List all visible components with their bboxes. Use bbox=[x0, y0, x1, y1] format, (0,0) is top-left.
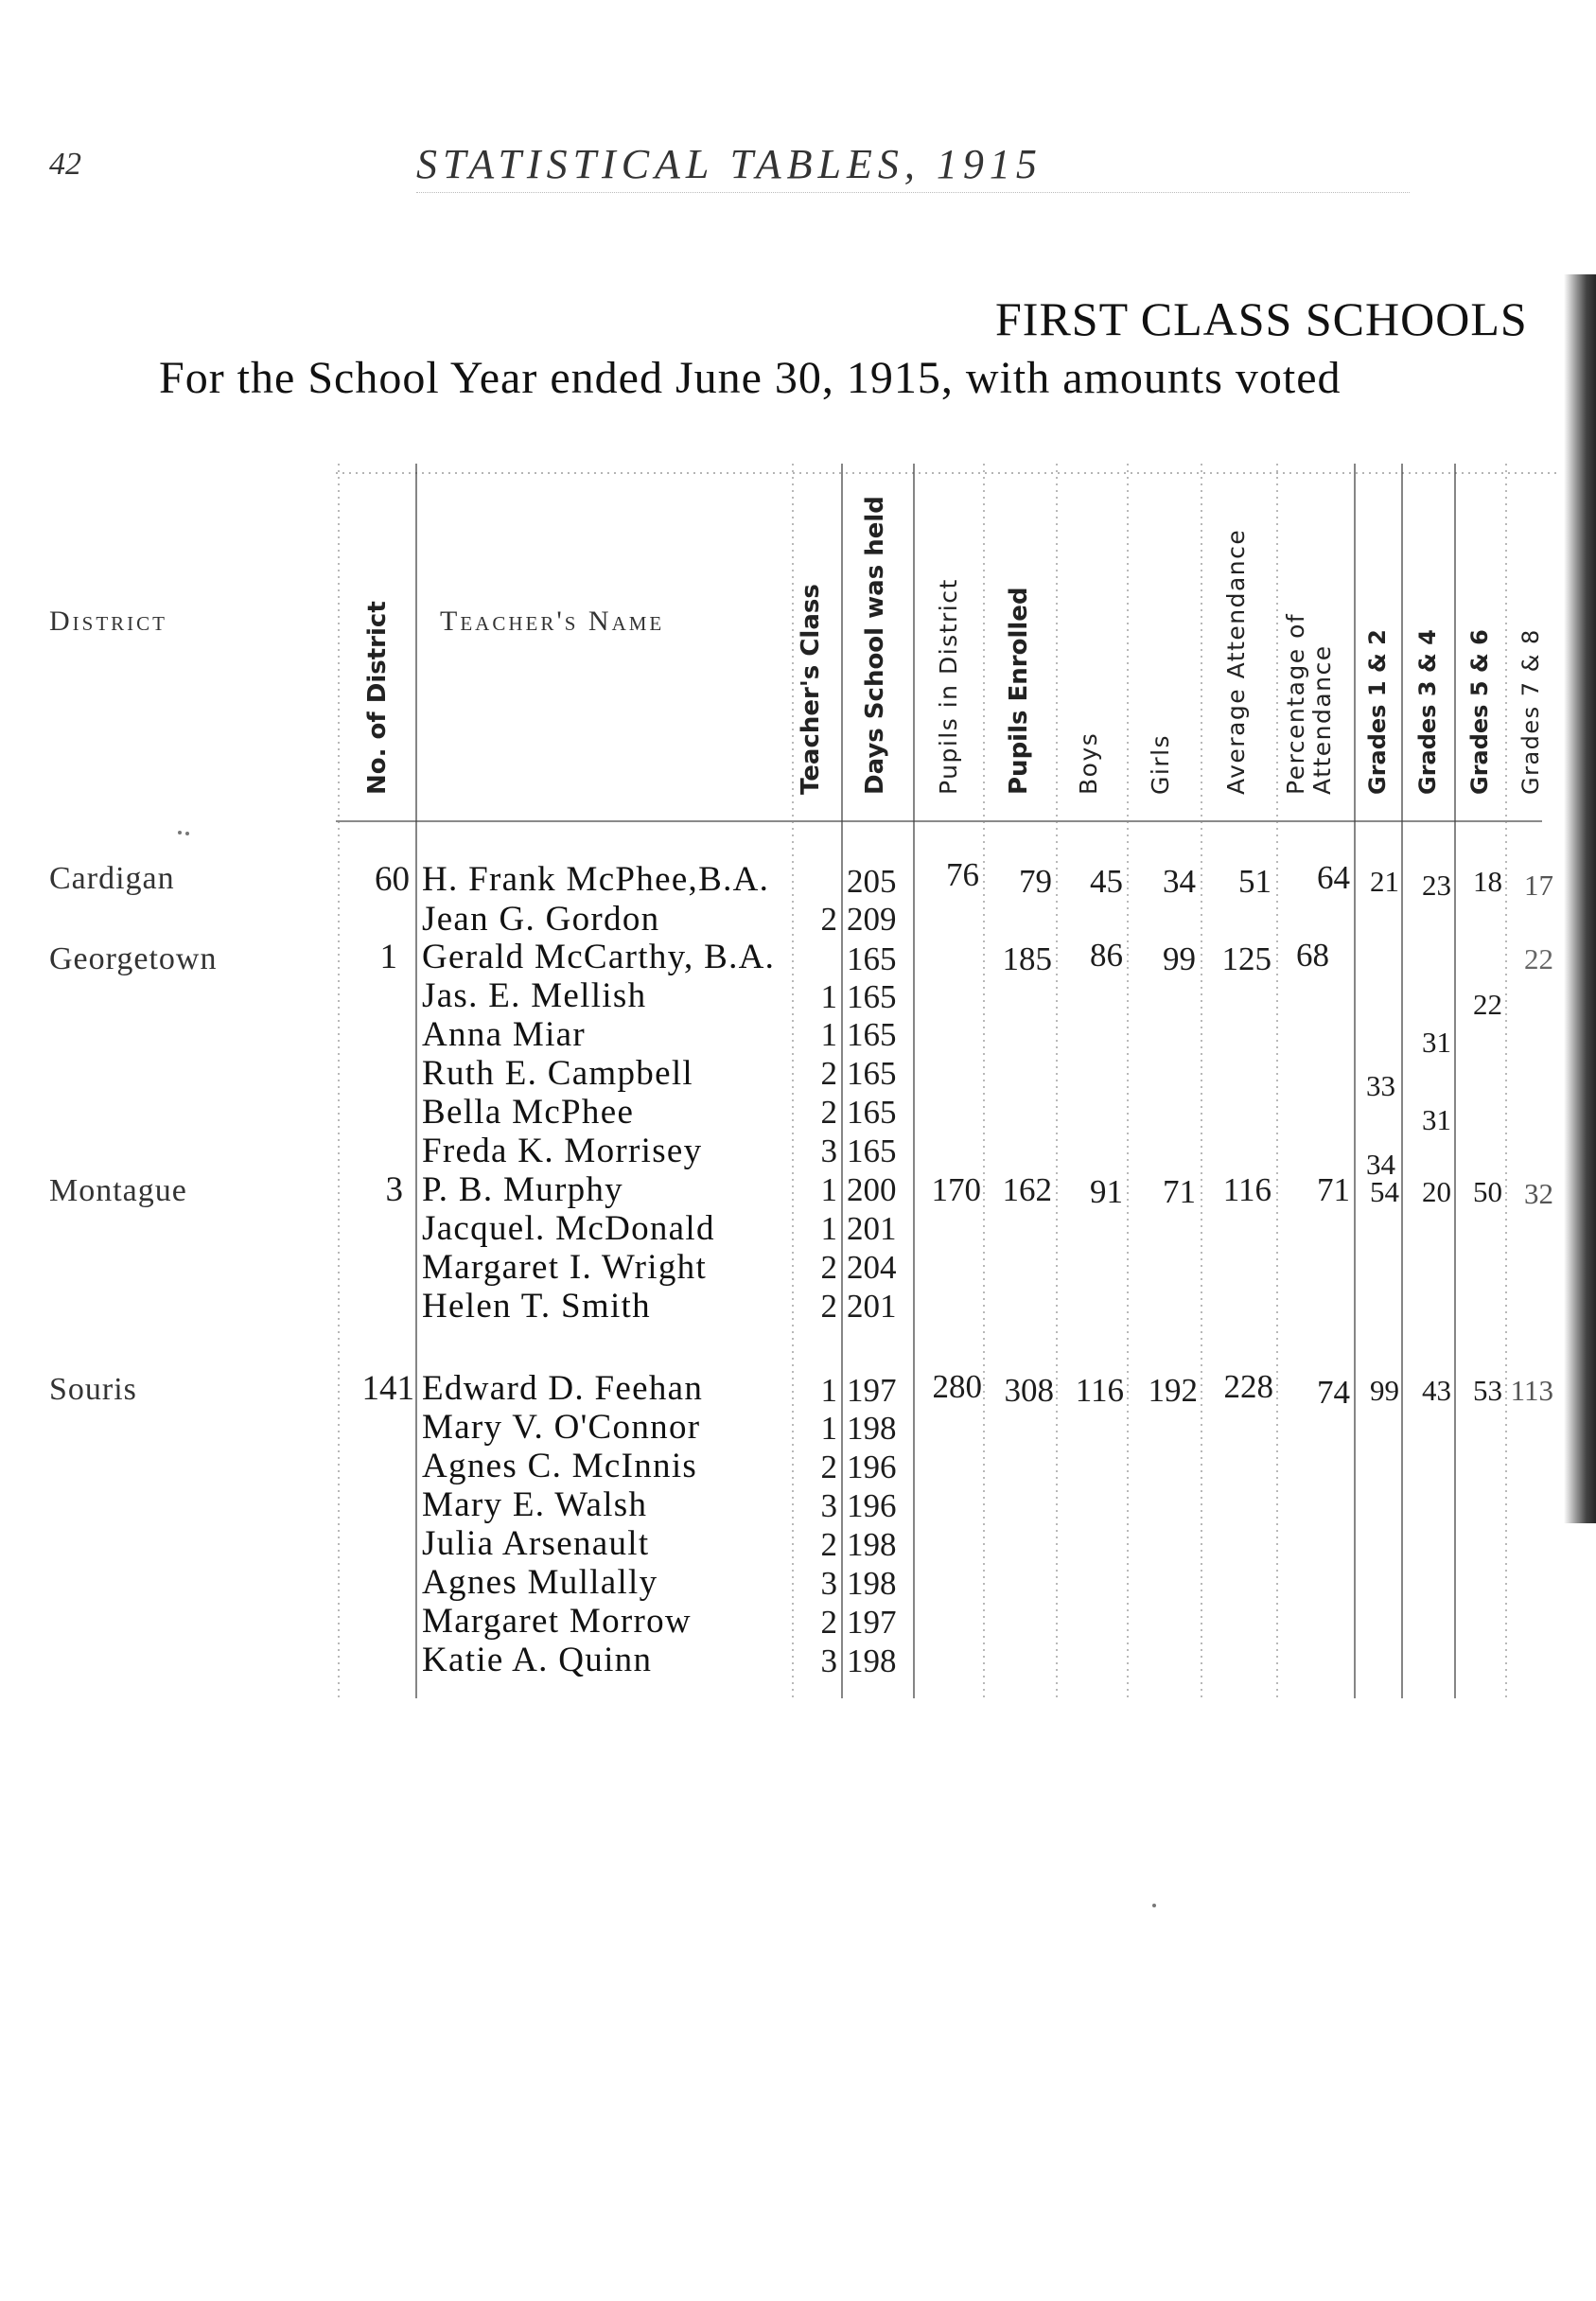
days-held: 197 bbox=[847, 1372, 897, 1409]
teacher-name: Julia Arsenault bbox=[422, 1524, 650, 1563]
teacher-name: Edward D. Feehan bbox=[422, 1369, 704, 1408]
teacher-class: 2 bbox=[820, 1094, 837, 1131]
average-attendance: 116 bbox=[1222, 1171, 1272, 1208]
teacher-class: 3 bbox=[820, 1487, 837, 1524]
girls: 192 bbox=[1148, 1372, 1198, 1409]
col-head-grades-7-8: Grades 7 & 8 bbox=[1517, 628, 1544, 795]
boys: 86 bbox=[1090, 937, 1123, 974]
days-held: 165 bbox=[847, 1016, 897, 1053]
col-head-pct-attendance bbox=[1283, 613, 1336, 795]
days-held: 198 bbox=[847, 1565, 897, 1602]
pct-attendance: 71 bbox=[1317, 1171, 1350, 1208]
grades-5-6: 53 bbox=[1473, 1374, 1502, 1407]
teacher-name: Agnes Mullally bbox=[422, 1563, 658, 1602]
col-head-teacher-name: Teacher's Name bbox=[440, 606, 665, 637]
page-edge-damage bbox=[1564, 274, 1596, 1523]
district-number: 1 bbox=[379, 938, 397, 976]
teacher-class: 1 bbox=[820, 1016, 837, 1053]
running-title: STATISTICAL TABLES, 1915 bbox=[416, 141, 1043, 187]
teacher-name: P. B. Murphy bbox=[422, 1170, 623, 1209]
grades-1-2: 21 bbox=[1370, 865, 1399, 898]
teacher-class: 1 bbox=[820, 978, 837, 1015]
col-head-district: District bbox=[49, 606, 167, 637]
teacher-class: 2 bbox=[820, 1249, 837, 1286]
grades-7-8: 113 bbox=[1510, 1374, 1553, 1407]
col-head-teacher-class: Teacher's Class bbox=[797, 584, 825, 795]
district-name: Cardigan bbox=[49, 861, 175, 896]
teacher-name: Bella McPhee bbox=[422, 1093, 635, 1132]
col-head-pupils-in-district: Pupils in District bbox=[935, 578, 962, 795]
teacher-name: Anna Miar bbox=[422, 1015, 587, 1054]
district-number: 141 bbox=[361, 1369, 414, 1408]
page-number: 42 bbox=[49, 147, 81, 182]
days-held: 201 bbox=[847, 1288, 897, 1325]
scan-speck bbox=[185, 832, 189, 835]
teacher-name: Mary V. O'Connor bbox=[422, 1408, 701, 1447]
teacher-name: Jas. E. Mellish bbox=[422, 976, 647, 1015]
teacher-class: 2 bbox=[820, 1604, 837, 1641]
boys: 91 bbox=[1090, 1173, 1123, 1210]
teacher-class: 3 bbox=[820, 1642, 837, 1679]
district-name: Georgetown bbox=[49, 941, 218, 976]
scan-speck bbox=[1152, 1904, 1156, 1907]
teacher-name: Jean G. Gordon bbox=[422, 900, 660, 939]
days-held: 165 bbox=[847, 1133, 897, 1169]
district-name: Souris bbox=[49, 1372, 137, 1407]
days-held: 165 bbox=[847, 1055, 897, 1092]
teacher-class: 3 bbox=[820, 1133, 837, 1169]
grades-1-2: 34 bbox=[1366, 1148, 1395, 1181]
teacher-name: Katie A. Quinn bbox=[422, 1641, 653, 1679]
teacher-class: 2 bbox=[820, 1526, 837, 1563]
col-head-grades-3-4: Grades 3 & 4 bbox=[1414, 629, 1441, 795]
average-attendance: 51 bbox=[1238, 863, 1272, 900]
grades-3-4: 31 bbox=[1422, 1103, 1451, 1136]
scan-speck bbox=[178, 831, 182, 834]
days-held: 205 bbox=[847, 863, 897, 900]
teacher-class: 1 bbox=[820, 1410, 837, 1447]
teacher-name: Margaret Morrow bbox=[422, 1602, 692, 1641]
grades-5-6: 50 bbox=[1473, 1175, 1502, 1208]
teacher-class: 1 bbox=[820, 1210, 837, 1247]
col-head-pupils-enrolled: Pupils Enrolled bbox=[1005, 587, 1033, 795]
boys: 116 bbox=[1075, 1372, 1124, 1409]
teacher-class: 3 bbox=[820, 1565, 837, 1602]
days-held: 196 bbox=[847, 1487, 897, 1524]
teacher-class: 1 bbox=[820, 1372, 837, 1409]
teacher-name: Jacquel. McDonald bbox=[422, 1209, 715, 1248]
grades-3-4: 43 bbox=[1422, 1374, 1451, 1407]
col-head-boys: Boys bbox=[1075, 731, 1102, 795]
days-held: 198 bbox=[847, 1642, 897, 1679]
days-held: 165 bbox=[847, 1094, 897, 1131]
col-head-days-held: Days School was held bbox=[861, 496, 889, 795]
days-held: 201 bbox=[847, 1210, 897, 1247]
girls: 99 bbox=[1163, 940, 1196, 977]
grades-1-2: 99 bbox=[1370, 1374, 1399, 1407]
pupils-enrolled: 79 bbox=[1019, 863, 1052, 900]
pupils-in-district: 76 bbox=[946, 856, 979, 893]
grades-5-6: 22 bbox=[1473, 988, 1502, 1021]
days-held: 198 bbox=[847, 1526, 897, 1563]
teacher-name: Gerald McCarthy, B.A. bbox=[422, 938, 776, 976]
teacher-name: Freda K. Morrisey bbox=[422, 1132, 703, 1170]
district-name: Montague bbox=[49, 1173, 187, 1208]
teacher-class: 2 bbox=[820, 1055, 837, 1092]
pct-attendance: 64 bbox=[1317, 859, 1350, 896]
pupils-enrolled: 185 bbox=[1002, 940, 1052, 977]
average-attendance: 125 bbox=[1221, 940, 1272, 977]
pupils-enrolled: 162 bbox=[1002, 1171, 1052, 1208]
days-held: 200 bbox=[847, 1171, 897, 1208]
days-held: 196 bbox=[847, 1449, 897, 1485]
pupils-in-district: 170 bbox=[931, 1171, 981, 1208]
col-head-pct-attendance-line1: Percentage of bbox=[1282, 612, 1309, 795]
days-held: 198 bbox=[847, 1410, 897, 1447]
col-head-grades-5-6: Grades 5 & 6 bbox=[1466, 629, 1493, 795]
grades-1-2: 54 bbox=[1370, 1175, 1399, 1208]
girls: 34 bbox=[1163, 863, 1196, 900]
pct-attendance: 74 bbox=[1317, 1374, 1350, 1411]
pupils-enrolled: 308 bbox=[1004, 1372, 1054, 1409]
teacher-class: 2 bbox=[820, 1288, 837, 1325]
days-held: 165 bbox=[847, 978, 897, 1015]
teacher-name: Margaret I. Wright bbox=[422, 1248, 708, 1287]
grades-3-4: 23 bbox=[1422, 869, 1451, 902]
teacher-class: 1 bbox=[820, 1171, 837, 1208]
grades-7-8: 32 bbox=[1524, 1177, 1553, 1210]
boys: 45 bbox=[1090, 863, 1123, 900]
district-number: 60 bbox=[375, 860, 410, 899]
col-head-average-attendance: Average Attendance bbox=[1222, 528, 1250, 795]
grades-7-8: 22 bbox=[1524, 942, 1553, 975]
average-attendance: 228 bbox=[1223, 1368, 1273, 1405]
col-head-pct-attendance-line2: Attendance bbox=[1308, 644, 1336, 795]
days-held: 197 bbox=[847, 1604, 897, 1641]
teacher-name: Ruth E. Campbell bbox=[422, 1054, 693, 1093]
teacher-name: Helen T. Smith bbox=[422, 1287, 651, 1326]
grades-3-4: 20 bbox=[1422, 1175, 1451, 1208]
grades-1-2: 33 bbox=[1366, 1069, 1395, 1102]
pupils-in-district: 280 bbox=[932, 1368, 982, 1405]
subtitle: For the School Year ended June 30, 1915, with amounts voted bbox=[159, 353, 1342, 403]
days-held: 165 bbox=[847, 940, 897, 977]
teacher-name: Mary E. Walsh bbox=[422, 1485, 648, 1524]
grades-7-8: 17 bbox=[1524, 869, 1553, 902]
teacher-name: Agnes C. McInnis bbox=[422, 1447, 698, 1485]
col-head-grades-1-2: Grades 1 & 2 bbox=[1364, 629, 1391, 795]
grades-5-6: 18 bbox=[1473, 865, 1502, 898]
section-title: FIRST CLASS SCHOOLS bbox=[995, 292, 1528, 345]
days-held: 204 bbox=[847, 1249, 897, 1286]
teacher-name: H. Frank McPhee,B.A. bbox=[422, 860, 770, 899]
district-number: 3 bbox=[385, 1170, 403, 1209]
col-head-girls: Girls bbox=[1147, 733, 1174, 795]
grades-3-4: 31 bbox=[1422, 1026, 1451, 1059]
days-held: 209 bbox=[847, 901, 897, 938]
teacher-class: 2 bbox=[820, 901, 837, 938]
col-head-no-of-district: No. of District bbox=[363, 601, 392, 795]
girls: 71 bbox=[1163, 1173, 1196, 1210]
pct-attendance: 68 bbox=[1296, 937, 1329, 974]
teacher-class: 2 bbox=[820, 1449, 837, 1485]
